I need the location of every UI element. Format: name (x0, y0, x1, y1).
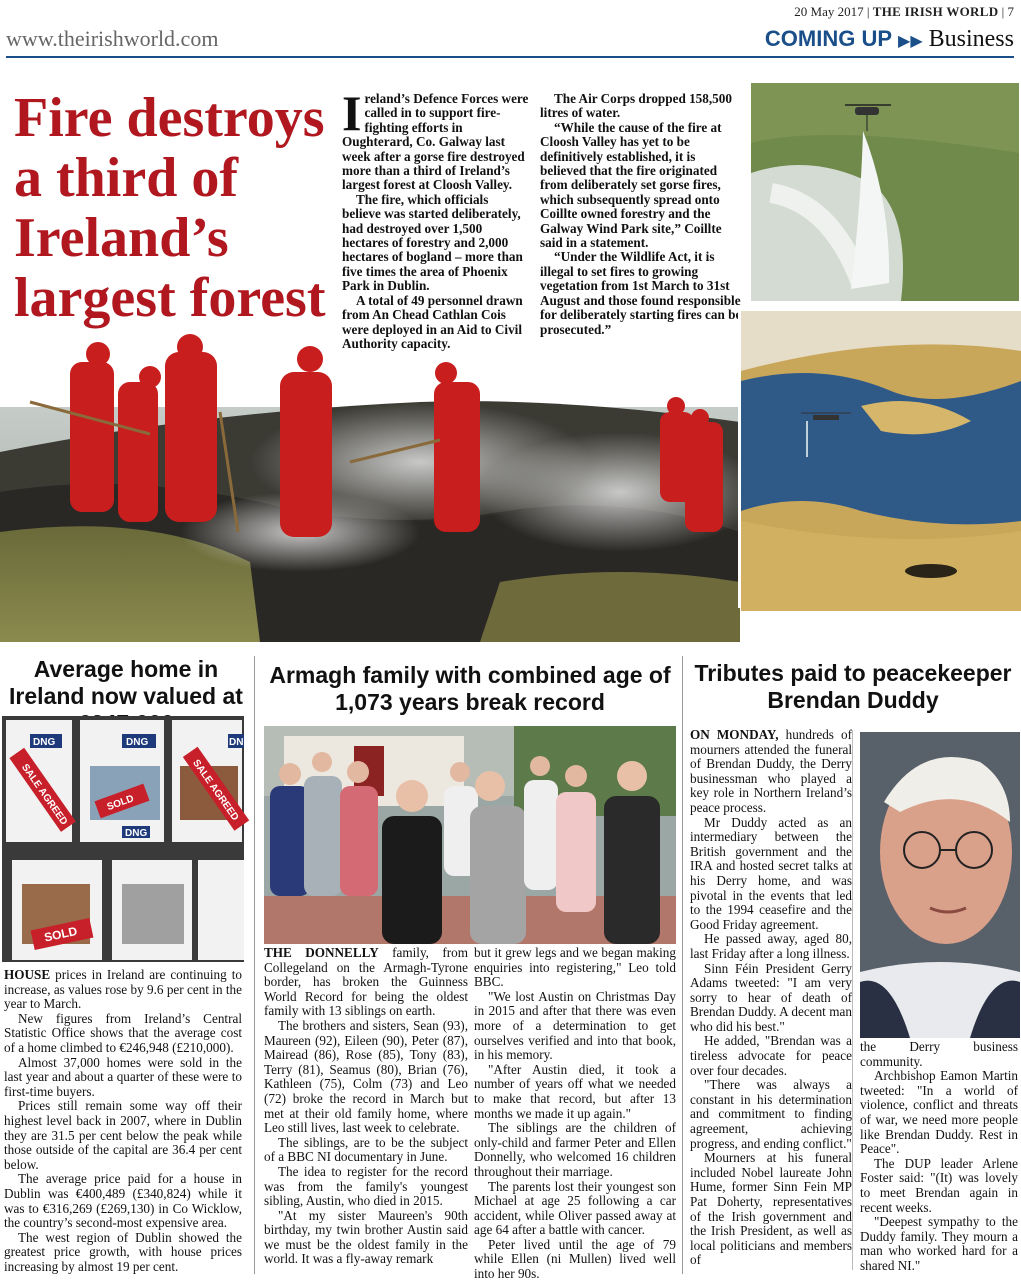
duddy-paragraph: "Deepest sympathy to the Duddy family. They mourn a man who worked hard for a shared NI." (860, 1214, 1018, 1273)
family-paragraph: The brothers and sisters, Sean (93), Maureen (92), Eileen (90), Peter (87), Mairead (86), Rose (85), Tony (83), Terry (81), Seamus (80), Brian (76), Kathleen (75), Colm (73) and Leo (72) broke the record in March but met at their old family home, where Leo still lives, last week to celebrate. (264, 1017, 468, 1136)
agency-sign: DNG (126, 737, 149, 748)
lead-paragraph: “While the cause of the fire at Cloosh Valley has yet to be definitively established, it is believed that the fire originated from deliberately set gorse fires, which subsequently spread onto Coillte owned forestry and the Galway Wind Park site,” Coillte said in a statement. (540, 119, 722, 251)
family-paragraph: The idea to register for the record was from the family's youngest sibling, Austin, who died in 2015. (264, 1163, 468, 1209)
duddy-story-headline: Tributes paid to peacekeeper Brendan Duddy (694, 660, 1012, 713)
lead-paragraph: reland’s Defence Forces were called in to support fire-fighting efforts in Oughterard, Co. Galway last week after a gorse fire destroyed more than a third of Ireland’s largest forest at Cloosh Valley. (342, 91, 529, 193)
donnelly-family-photo (264, 726, 676, 944)
page-number: 7 (1007, 4, 1014, 19)
duddy-paragraph: Archbishop Eamon Martin tweeted: "In a world of violence, conflict and threats of war, we need more people like Brendan Duddy. Rest in Peace". (860, 1068, 1018, 1157)
agency-sign: DNG (125, 828, 148, 839)
family-paragraph: Peter lived until the age of 79 while Ellen (ni Mullen) lived well into her 90s. (474, 1236, 676, 1282)
duddy-paragraph: ON MONDAY, hundreds of mourners attended the funeral of Brendan Duddy, the Derry businessman who played a key role in Northern Ireland’s peace process. (690, 727, 852, 815)
coming-up-section: Business (928, 26, 1014, 52)
house-paragraph: New figures from Ireland’s Central Statistic Office shows that the average cost of a home climbed to €246,948 (£210,000). (4, 1010, 242, 1055)
sale-agreed-sign: SALE AGREED (19, 762, 70, 828)
publication-name: THE IRISH WORLD (872, 4, 999, 19)
lead-paragraph: A total of 49 personnel drawn from An Chead Cathlan Cois were deployed in an Aid to Civil Authority capacity. (342, 292, 523, 351)
house-paragraph: The west region of Dublin showed the greatest price growth, with house prices increasing by almost 19 per cent. (4, 1229, 242, 1274)
family-lead: THE DONNELLY (264, 945, 379, 960)
lead-paragraph: The Air Corps dropped 158,500 litres of water. (540, 91, 732, 121)
duddy-paragraph: He added, "Brendan was a tireless advocate for peace over four decades. (690, 1033, 852, 1078)
duddy-paragraph: Sinn Féin President Gerry Adams tweeted: "I am very sorry to hear of death of Brendan Duddy. A decent man who did his best." (690, 960, 852, 1034)
duddy-story-column-2 (860, 1040, 1018, 1274)
estate-agent-window-photo (2, 716, 252, 962)
family-paragraph: "We lost Austin on Christmas Day in 2015 and after that there was even more of a determination to get ourselves verified and into that book, in his memory. (474, 988, 676, 1063)
website-url[interactable]: www.theirishworld.com (6, 26, 219, 51)
lead-headline: Fire destroys a third of Ireland’s largest forest (14, 87, 326, 329)
house-paragraph: Almost 37,000 homes were sold in the last year and about a quarter of these were to first-time buyers. (4, 1054, 242, 1099)
duddy-paragraph: Mr Duddy acted as an intermediary between the British government and the IRA and hosted secret talks at his Derry home, and was pivotal in the events that led to the 1994 ceasefire and the Good Friday agreement. (690, 814, 852, 932)
family-paragraph: "After Austin died, it took a number of years off what we needed to make that record, but after 13 months we made it up again." (474, 1061, 676, 1121)
duddy-paragraph: The DUP leader Arlene Foster said: "(It) was lovely to meet Brendan again in recent weeks. (860, 1155, 1018, 1215)
family-paragraph: The parents lost their youngest son Michael at age 25 following a car accident, while Oliver passed away at age 64 after a battle with cancer. (474, 1178, 676, 1238)
house-paragraph: Prices still remain some way off their highest level back in 2007, where in Dublin they are 31.5 per cent below the peak while those outside of the capital are 36.4 per cent below. (4, 1098, 242, 1172)
duddy-paragraph: Mourners at his funeral included Nobel laureate John Hume, former Sinn Fein MP Pat Doherty, representatives of the Irish government and the Irish President, as well as local politicians and members of (690, 1150, 852, 1268)
family-story-column-1 (264, 946, 468, 1267)
duddy-paragraph: He passed away, aged 80, last Friday after a long illness. (690, 931, 852, 961)
family-story-headline: Armagh family with combined age of 1,073 years break record (269, 662, 671, 715)
double-arrow-icon: ▶▶ (898, 31, 923, 50)
house-story-body (4, 968, 242, 1274)
family-paragraph: The siblings are the children of only-child and farmer Peter and Ellen Donnelly, who welcomed 16 children throughout their marriage. (474, 1120, 676, 1179)
column-rule (682, 656, 683, 1274)
drop-cap: I (342, 85, 362, 141)
brendan-duddy-portrait (860, 732, 1020, 1038)
family-story-column-2 (474, 946, 676, 1282)
helicopter-lake-photo (738, 308, 1018, 608)
duddy-paragraph: "There was always a constant in his determination and commitment to finding agreement, achieving progress, and ending conflict." (690, 1077, 852, 1151)
house-lead: HOUSE (4, 967, 51, 982)
column-rule (852, 730, 853, 1270)
agency-sign: DNG (229, 737, 252, 748)
family-paragraph: "At my sister Maureen's 90th birthday, my twin brother Austin said we must be the oldest family in the world. It was a fly-away remark (264, 1207, 468, 1267)
lead-paragraph: The fire, which officials believe was started deliberately, had destroyed over 1,500 hectares of forestry and 2,000 hectares of bogland – more than five times the area of Phoenix Park in Dublin. (342, 191, 523, 294)
estate-agent-window-graphic (2, 716, 252, 962)
duddy-story-column-1 (690, 728, 852, 1268)
sale-agreed-sign: SALE AGREED (190, 757, 241, 823)
duddy-paragraph: the Derry business community. (860, 1039, 1018, 1069)
issue-date: 20 May 2017 (794, 4, 864, 19)
house-story-headline: Average home in Ireland now valued at (9, 656, 243, 709)
family-paragraph: The siblings, are to be the subject of a BBC NI documentary in June. (264, 1134, 468, 1165)
masthead-rule (6, 56, 1014, 58)
lead-story-column-1 (342, 85, 530, 351)
house-paragraph: The average price paid for a house in Dublin was €400,489 (£340,824) while it was to €316,269 (£269,130) in Co Wicklow, the country’s second-most expensive area. (4, 1171, 242, 1231)
page-header: 20 May 2017 | THE IRISH WORLD | 7 (794, 4, 1014, 19)
family-paragraph: THE DONNELLY family, from Collegeland on the Armagh-Tyrone border, has broken the Guinness World Record for being the oldest family with 13 siblings on earth. (264, 945, 468, 1019)
lead-story-column-2 (540, 92, 742, 337)
coming-up-banner (765, 26, 1014, 53)
sold-sign: SOLD (42, 923, 79, 945)
helicopter-water-drop-photo (748, 80, 1016, 298)
sold-sign: SOLD (105, 793, 136, 814)
house-paragraph: HOUSE prices in Ireland are continuing to increase, as values rose by 9.6 per cent in the year to March. (4, 967, 242, 1012)
lead-paragraph: “Under the Wildlife Act, it is illegal to set fires to growing vegetation from 1st March to 31st August and those found responsible for deliberately starting fires can be prosecuted.” (540, 249, 742, 337)
family-paragraph: but it grew legs and we began making enquiries into registering," Leo told BBC. (474, 945, 676, 990)
lead-story (0, 62, 1020, 642)
column-rule (254, 656, 255, 1274)
coming-up-label: COMING UP (764, 26, 893, 51)
agency-sign: DNG (33, 737, 56, 748)
duddy-lead: ON MONDAY, (690, 727, 779, 742)
